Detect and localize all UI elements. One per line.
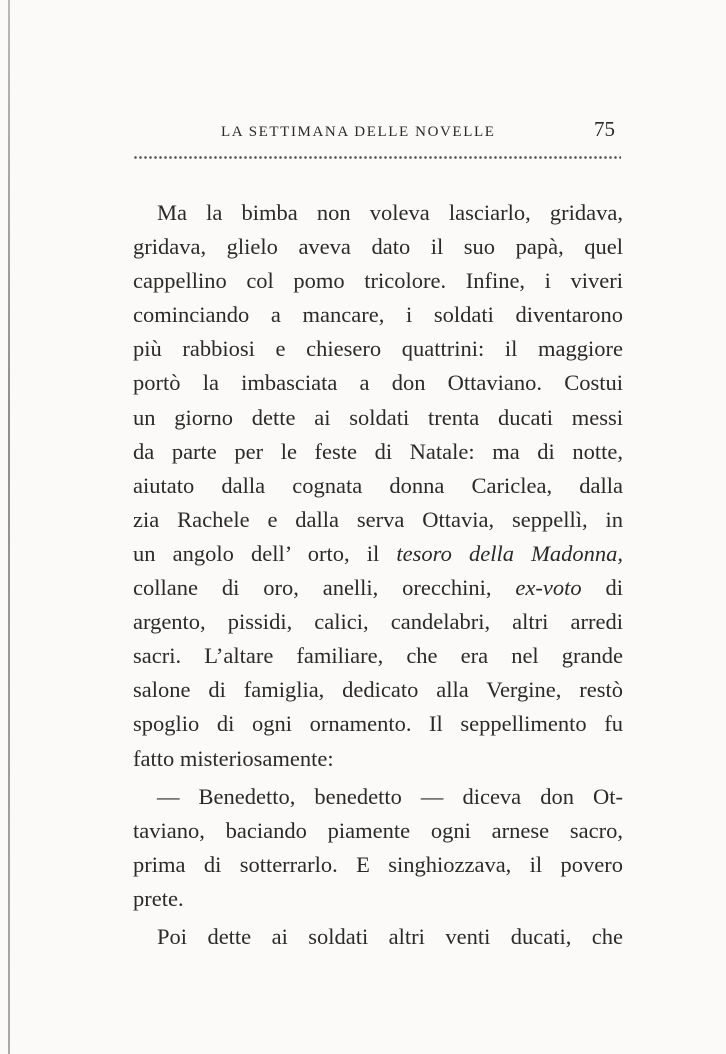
text-line: cominciando a mancare, i soldati diventarono <box>133 302 623 328</box>
page-edge-line <box>8 0 10 1054</box>
text-line: fatto misteriosamente: <box>133 745 334 771</box>
text-line: Ma la bimba non voleva lasciarlo, gridava, <box>157 200 623 225</box>
text-line: da parte per le feste di Natale: ma di notte, <box>133 438 623 464</box>
text-line: Poi dette ai soldati altri venti ducati, che <box>157 923 623 949</box>
text-line: cappellino col pomo tricolore. Infine, i viveri <box>133 268 623 294</box>
text-line: salone di famiglia, dedicato alla Vergine, restò <box>133 677 623 703</box>
italic-run: tesoro della Madonna, <box>396 540 623 566</box>
text-line: sacri. L’altare familiare, che era nel grande <box>133 643 623 669</box>
text-line: prima di sotterrarlo. E singhiozzava, il povero <box>133 851 623 877</box>
italic-run: ex-voto <box>515 575 582 601</box>
text-line <box>133 537 623 571</box>
text-line: un giorno dette ai soldati trenta ducati messi <box>133 404 623 430</box>
body-text <box>133 196 623 954</box>
page-number: 75 <box>594 117 615 141</box>
text-line: prete. <box>133 885 184 911</box>
paragraph <box>133 780 623 916</box>
text-run: di <box>581 575 623 601</box>
text-line: zia Rachele e dalla serva Ottavia, seppellì, in <box>133 506 623 532</box>
text-line: — Benedetto, benedetto — diceva don Ot- <box>157 783 623 809</box>
running-header <box>133 117 615 141</box>
text-line: spoglio di ogni ornamento. Il seppellimento fu <box>133 711 623 737</box>
text-line: portò la imbasciata a don Ottaviano. Costui <box>133 370 623 396</box>
ornamental-rule <box>133 155 621 165</box>
text-line: taviano, baciando piamente ogni arnese sacro, <box>133 817 623 843</box>
running-title: LA SETTIMANA DELLE NOVELLE <box>221 124 496 140</box>
text-run: collane di oro, anelli, orecchini, <box>133 575 516 601</box>
paragraph <box>133 196 623 776</box>
text-line: aiutato dalla cognata donna Cariclea, dalla <box>133 472 623 498</box>
text-line <box>133 571 623 605</box>
text-line: gridava, glielo aveva dato il suo papà, quel <box>133 234 623 260</box>
text-line: argento, pissidi, calici, candelabri, altri arredi <box>133 609 623 635</box>
text-line: più rabbiosi e chiesero quattrini: il maggiore <box>133 336 623 362</box>
text-run: un angolo dell’ orto, il <box>133 540 397 566</box>
paragraph <box>133 920 623 954</box>
